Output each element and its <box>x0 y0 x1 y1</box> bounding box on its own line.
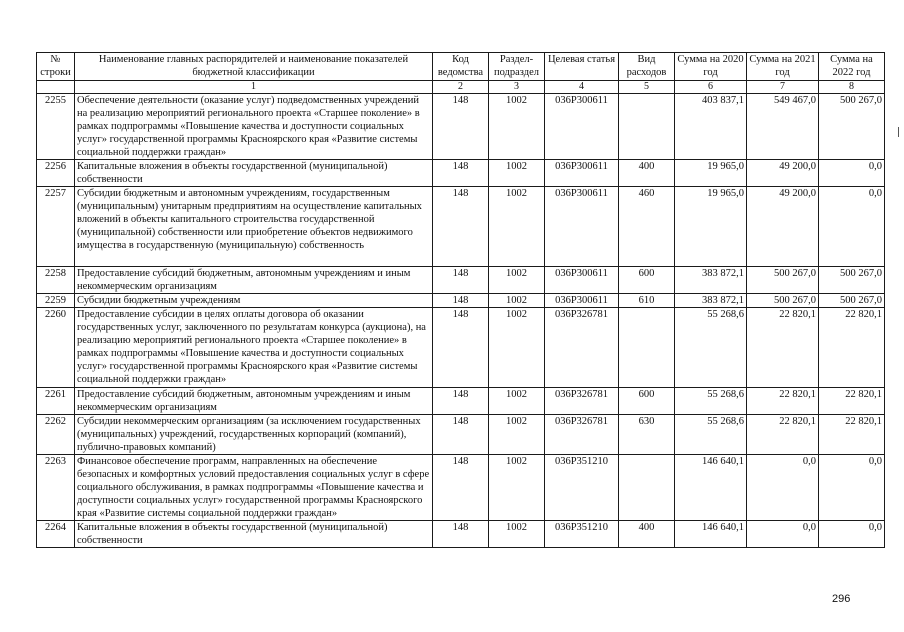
row-number: 2256 <box>37 160 75 187</box>
row-sum-2021: 0,0 <box>747 455 819 521</box>
row-sum-2020: 19 965,0 <box>675 187 747 267</box>
row-section-code: 1002 <box>489 160 545 187</box>
row-number: 2260 <box>37 308 75 388</box>
row-dept-code: 148 <box>433 160 489 187</box>
row-dept-code: 148 <box>433 415 489 455</box>
row-dept-code: 148 <box>433 308 489 388</box>
row-sum-2021: 0,0 <box>747 521 819 548</box>
header-target: Целевая статья <box>545 53 619 81</box>
row-number: 2255 <box>37 94 75 160</box>
row-sum-2020: 383 872,1 <box>675 294 747 308</box>
row-sum-2022: 0,0 <box>819 187 885 267</box>
margin-mark <box>898 127 899 137</box>
row-section-code: 1002 <box>489 267 545 294</box>
column-number: 7 <box>747 81 819 94</box>
row-expense-type: 610 <box>619 294 675 308</box>
row-number: 2259 <box>37 294 75 308</box>
row-sum-2022: 500 267,0 <box>819 294 885 308</box>
row-sum-2021: 49 200,0 <box>747 187 819 267</box>
row-section-code: 1002 <box>489 415 545 455</box>
column-number: 1 <box>75 81 433 94</box>
row-section-code: 1002 <box>489 294 545 308</box>
row-sum-2022: 0,0 <box>819 455 885 521</box>
row-sum-2020: 55 268,6 <box>675 388 747 415</box>
header-type: Вид расходов <box>619 53 675 81</box>
row-name: Капитальные вложения в объекты государственной (муниципальной) собственности <box>75 160 433 187</box>
row-target-code: 036P300611 <box>545 187 619 267</box>
row-section-code: 1002 <box>489 187 545 267</box>
row-name: Обеспечение деятельности (оказание услуг) подведомственных учреждений на реализацию мероприятий регионального проекта «Старшее поколение» в рамках подпрограммы «Повышение качества и доступности социальных услуг» государственной программы Красноярского края «Развитие системы социальной поддержки граждан» <box>75 94 433 160</box>
row-sum-2022: 0,0 <box>819 521 885 548</box>
column-number: 8 <box>819 81 885 94</box>
row-section-code: 1002 <box>489 521 545 548</box>
row-sum-2020: 55 268,6 <box>675 308 747 388</box>
row-number: 2263 <box>37 455 75 521</box>
row-target-code: 036P326781 <box>545 308 619 388</box>
column-number: 3 <box>489 81 545 94</box>
row-name: Предоставление субсидий бюджетным, автономным учреждениям и иным некоммерческим организациям <box>75 388 433 415</box>
row-target-code: 036P326781 <box>545 388 619 415</box>
row-dept-code: 148 <box>433 187 489 267</box>
row-name: Субсидии бюджетным и автономным учреждениям, государственным (муниципальным) унитарным предприятиям на осуществление капитальных вложений в объекты капитального строительства государственной (муниципальной) собственности или приобретение объектов недвижимого имущества в государственную (муниципальную) собственность <box>75 187 433 267</box>
row-sum-2022: 500 267,0 <box>819 94 885 160</box>
row-name: Предоставление субсидий бюджетным, автономным учреждениям и иным некоммерческим организациям <box>75 267 433 294</box>
row-sum-2021: 22 820,1 <box>747 388 819 415</box>
row-target-code: 036P351210 <box>545 521 619 548</box>
page-number: 296 <box>832 593 851 605</box>
header-row-no: № строки <box>37 53 75 81</box>
row-name: Субсидии бюджетным учреждениям <box>75 294 433 308</box>
row-sum-2021: 500 267,0 <box>747 294 819 308</box>
row-dept-code: 148 <box>433 94 489 160</box>
row-dept-code: 148 <box>433 294 489 308</box>
row-sum-2020: 383 872,1 <box>675 267 747 294</box>
row-sum-2022: 22 820,1 <box>819 388 885 415</box>
column-number: 6 <box>675 81 747 94</box>
table-body <box>37 94 885 548</box>
row-target-code: 036P351210 <box>545 455 619 521</box>
row-name: Финансовое обеспечение программ, направленных на обеспечение безопасных и комфортных условий предоставления социальных услуг в сфере социального обслуживания, в рамках подпрограммы «Повышение качества и доступности социальных услуг» государственной программы Красноярского края «Развитие системы социальной поддержки граждан» <box>75 455 433 521</box>
row-sum-2021: 549 467,0 <box>747 94 819 160</box>
header-name: Наименование главных распорядителей и наименование показателей бюджетной классификации <box>75 53 433 81</box>
row-expense-type: 460 <box>619 187 675 267</box>
row-sum-2022: 500 267,0 <box>819 267 885 294</box>
table-row <box>37 455 885 521</box>
row-sum-2020: 403 837,1 <box>675 94 747 160</box>
row-sum-2020: 19 965,0 <box>675 160 747 187</box>
row-target-code: 036P326781 <box>545 415 619 455</box>
row-expense-type <box>619 455 675 521</box>
table-row <box>37 415 885 455</box>
row-section-code: 1002 <box>489 455 545 521</box>
header-section: Раздел-подраздел <box>489 53 545 81</box>
header-dept: Код ведомства <box>433 53 489 81</box>
header-row <box>37 53 885 81</box>
row-dept-code: 148 <box>433 267 489 294</box>
row-sum-2020: 146 640,1 <box>675 521 747 548</box>
row-dept-code: 148 <box>433 521 489 548</box>
column-number: 5 <box>619 81 675 94</box>
table-row <box>37 267 885 294</box>
row-sum-2022: 22 820,1 <box>819 415 885 455</box>
column-number: 4 <box>545 81 619 94</box>
row-sum-2021: 22 820,1 <box>747 308 819 388</box>
table-row <box>37 388 885 415</box>
row-expense-type: 630 <box>619 415 675 455</box>
table-row <box>37 187 885 267</box>
header-sum-2020: Сумма на 2020 год <box>675 53 747 81</box>
row-number: 2257 <box>37 187 75 267</box>
table-row <box>37 521 885 548</box>
row-expense-type: 400 <box>619 160 675 187</box>
row-sum-2021: 49 200,0 <box>747 160 819 187</box>
row-expense-type <box>619 308 675 388</box>
row-number: 2262 <box>37 415 75 455</box>
table-row <box>37 308 885 388</box>
row-sum-2022: 0,0 <box>819 160 885 187</box>
header-sum-2022: Сумма на 2022 год <box>819 53 885 81</box>
row-section-code: 1002 <box>489 388 545 415</box>
row-target-code: 036P300611 <box>545 267 619 294</box>
table-row <box>37 294 885 308</box>
column-number-row <box>37 81 885 94</box>
row-expense-type <box>619 94 675 160</box>
row-target-code: 036P300611 <box>545 294 619 308</box>
header-sum-2021: Сумма на 2021 год <box>747 53 819 81</box>
row-expense-type: 600 <box>619 267 675 294</box>
row-sum-2021: 500 267,0 <box>747 267 819 294</box>
table-row <box>37 94 885 160</box>
row-target-code: 036P300611 <box>545 160 619 187</box>
row-expense-type: 400 <box>619 521 675 548</box>
row-name: Капитальные вложения в объекты государственной (муниципальной) собственности <box>75 521 433 548</box>
table-row <box>37 160 885 187</box>
row-section-code: 1002 <box>489 308 545 388</box>
row-name: Субсидии некоммерческим организациям (за исключением государственных (муниципальных) учреждений, государственных корпораций (компаний), публично-правовых компаний) <box>75 415 433 455</box>
row-number: 2258 <box>37 267 75 294</box>
row-section-code: 1002 <box>489 94 545 160</box>
row-number: 2264 <box>37 521 75 548</box>
row-sum-2020: 146 640,1 <box>675 455 747 521</box>
row-number: 2261 <box>37 388 75 415</box>
row-sum-2020: 55 268,6 <box>675 415 747 455</box>
budget-table <box>36 52 885 548</box>
row-sum-2022: 22 820,1 <box>819 308 885 388</box>
row-dept-code: 148 <box>433 388 489 415</box>
row-name: Предоставление субсидии в целях оплаты договора об оказании государственных услуг, заключенного по результатам конкурса (аукциона), на реализацию мероприятий регионального проекта «Старшее поколение» в рамках подпрограммы «Повышение качества и доступности социальных услуг» государственной программы Красноярского края «Развитие системы социальной поддержки граждан» <box>75 308 433 388</box>
column-number: 2 <box>433 81 489 94</box>
row-target-code: 036P300611 <box>545 94 619 160</box>
row-sum-2021: 22 820,1 <box>747 415 819 455</box>
row-dept-code: 148 <box>433 455 489 521</box>
column-number <box>37 81 75 94</box>
row-expense-type: 600 <box>619 388 675 415</box>
